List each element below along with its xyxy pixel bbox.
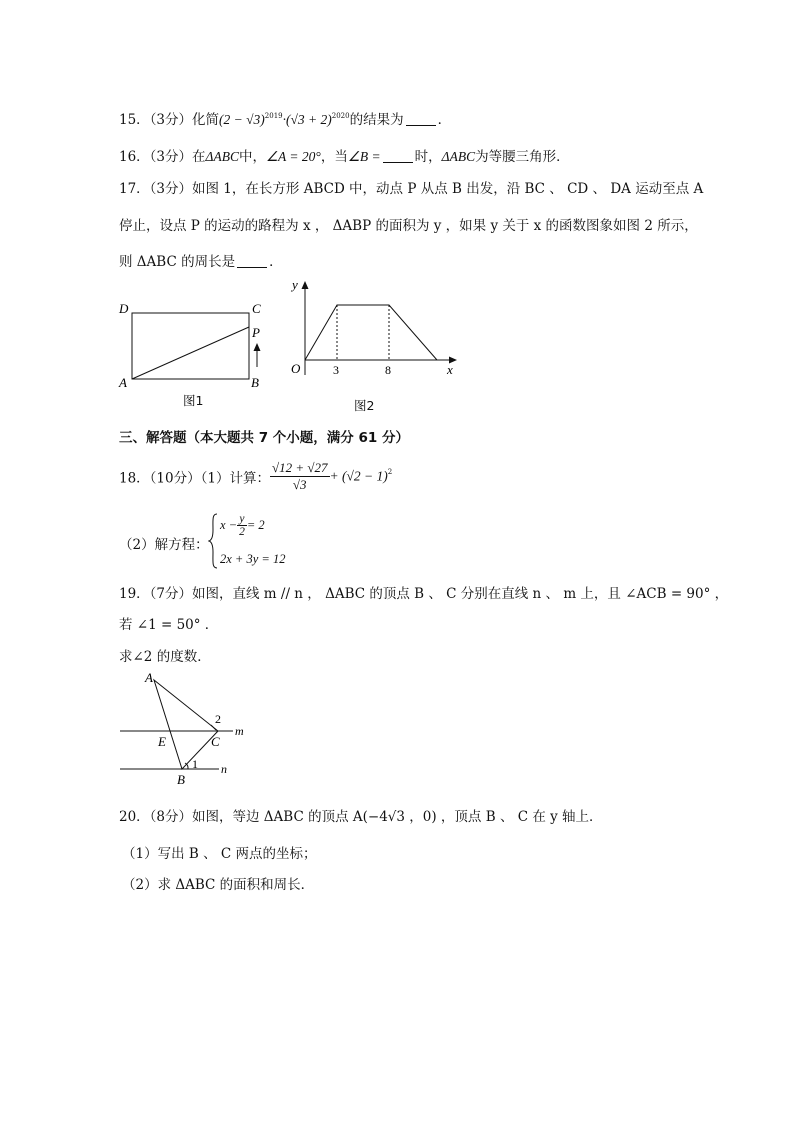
q18-eq1-right: = 2 bbox=[246, 518, 265, 532]
q15-blank bbox=[406, 113, 436, 126]
label-p: P bbox=[252, 325, 260, 340]
q16-angle-a: ∠A = 20° bbox=[265, 149, 321, 164]
tick-3: 3 bbox=[333, 363, 339, 377]
q18-plus-term: + (√2 − 1) bbox=[329, 468, 388, 484]
q17-figure1 bbox=[115, 295, 275, 395]
q15-score: （3分）化简 bbox=[149, 112, 220, 128]
q17-line3-text: 则 ΔABC 的周长是 bbox=[119, 254, 236, 270]
q15-end: ． bbox=[437, 112, 452, 128]
label-n: n bbox=[221, 762, 227, 776]
q15-exp1: 2019 bbox=[264, 112, 283, 120]
label-2: 2 bbox=[215, 712, 221, 726]
label-e: E bbox=[158, 734, 166, 749]
q20-sub1: （1）写出 B 、 C 两点的坐标； bbox=[122, 846, 317, 862]
q18-part1 bbox=[119, 460, 392, 493]
q15-line bbox=[119, 108, 451, 128]
label-c: C bbox=[211, 734, 220, 749]
q15-tail: 的结果为 bbox=[349, 112, 404, 128]
q17-line1: 17．（3分）如图 1，在长方形 ABCD 中，动点 P 从点 B 出发，沿 BC 、 CD 、 DA 运动至点 A bbox=[119, 181, 704, 197]
triangle-abc bbox=[154, 680, 218, 769]
q17-line3 bbox=[119, 250, 283, 270]
q18-fraction bbox=[270, 460, 330, 493]
q19-line3: 求∠2 的度数． bbox=[119, 649, 211, 665]
q15-number: 15． bbox=[119, 112, 150, 128]
q16-triangle: ΔABC bbox=[205, 149, 239, 164]
q17-line3-end: ． bbox=[269, 254, 283, 270]
q18-eq1-fraction bbox=[237, 513, 247, 538]
q18-equation2: 2x + 3y = 12 bbox=[220, 552, 286, 566]
label-o: O bbox=[291, 361, 301, 376]
label-y: y bbox=[292, 277, 298, 292]
q18-numerator: √12 + √27 bbox=[271, 460, 328, 475]
label-b: B bbox=[251, 375, 259, 390]
q18-eq1-den: 2 bbox=[239, 526, 245, 538]
q16-text: ，当 bbox=[320, 149, 348, 165]
q17-figure2-caption: 图2 bbox=[354, 398, 375, 413]
q20-sub2: （2）求 ΔABC 的面积和周长． bbox=[122, 877, 315, 893]
q15-exp2: 2020 bbox=[331, 112, 350, 120]
label-x: x bbox=[447, 362, 453, 377]
q18-denominator: √3 bbox=[292, 477, 307, 492]
q18-equation1 bbox=[220, 513, 265, 538]
q18-eq1-left: x − bbox=[220, 518, 238, 532]
q19-line2: 若 ∠1 = 50° ． bbox=[119, 617, 219, 633]
q16-angle-b: ∠B = bbox=[347, 149, 381, 164]
label-1: 1 bbox=[192, 757, 198, 771]
q18-exponent: 2 bbox=[387, 468, 393, 476]
q20-line1: 20．（8分）如图，等边 ΔABC 的顶点 A(−4√3 ，0) ，顶点 B 、 C 在 y 轴上． bbox=[119, 809, 603, 825]
y-axis-arrow-icon bbox=[302, 281, 309, 289]
q16-text: 中， bbox=[238, 149, 266, 165]
label-a: A bbox=[145, 670, 153, 685]
arrow-up-icon bbox=[254, 343, 261, 351]
label-b: B bbox=[177, 772, 185, 787]
tick-8: 8 bbox=[385, 363, 391, 377]
q18-label1: 18．（10分）（1）计算： bbox=[119, 470, 270, 487]
q18-eq1-num: y bbox=[237, 513, 247, 526]
label-d: D bbox=[119, 301, 129, 316]
q16-line bbox=[119, 145, 570, 165]
q18-brace bbox=[208, 512, 220, 570]
label-m: m bbox=[235, 724, 244, 738]
q15-mid: ·(√3 + 2) bbox=[282, 112, 332, 127]
q16-blank bbox=[383, 150, 413, 163]
label-a: A bbox=[119, 375, 127, 390]
q16-text: 时， bbox=[414, 149, 442, 165]
rectangle-abcd bbox=[132, 313, 249, 379]
q17-figure1-caption: 图1 bbox=[183, 393, 204, 408]
segment-ap bbox=[132, 327, 249, 379]
q16-text: 为等腰三角形． bbox=[475, 149, 570, 165]
section-heading: 三、解答题（本大题共 7 个小题，满分 61 分） bbox=[119, 430, 409, 446]
q17-line2: 停止，设点 P 的运动的路程为 x ， ΔABP 的面积为 y ，如果 y 关于 x 的函数图象如图 2 所示， bbox=[119, 218, 698, 234]
q16-triangle: ΔABC bbox=[441, 149, 476, 164]
q19-line1: 19．（7分）如图，直线 m // n ， ΔABC 的顶点 B 、 C 分别在直线 n 、 m 上，且 ∠ACB = 90° ， bbox=[119, 586, 729, 602]
q17-figure2 bbox=[285, 275, 465, 385]
q17-blank bbox=[237, 255, 267, 268]
q18-part2-label: （2）解方程： bbox=[119, 537, 209, 553]
q16-text: 16．（3分）在 bbox=[119, 149, 206, 165]
function-graph bbox=[305, 305, 437, 360]
q19-figure bbox=[115, 668, 255, 788]
q15-expr: (2 − √3) bbox=[219, 112, 265, 127]
label-c: C bbox=[252, 301, 261, 316]
